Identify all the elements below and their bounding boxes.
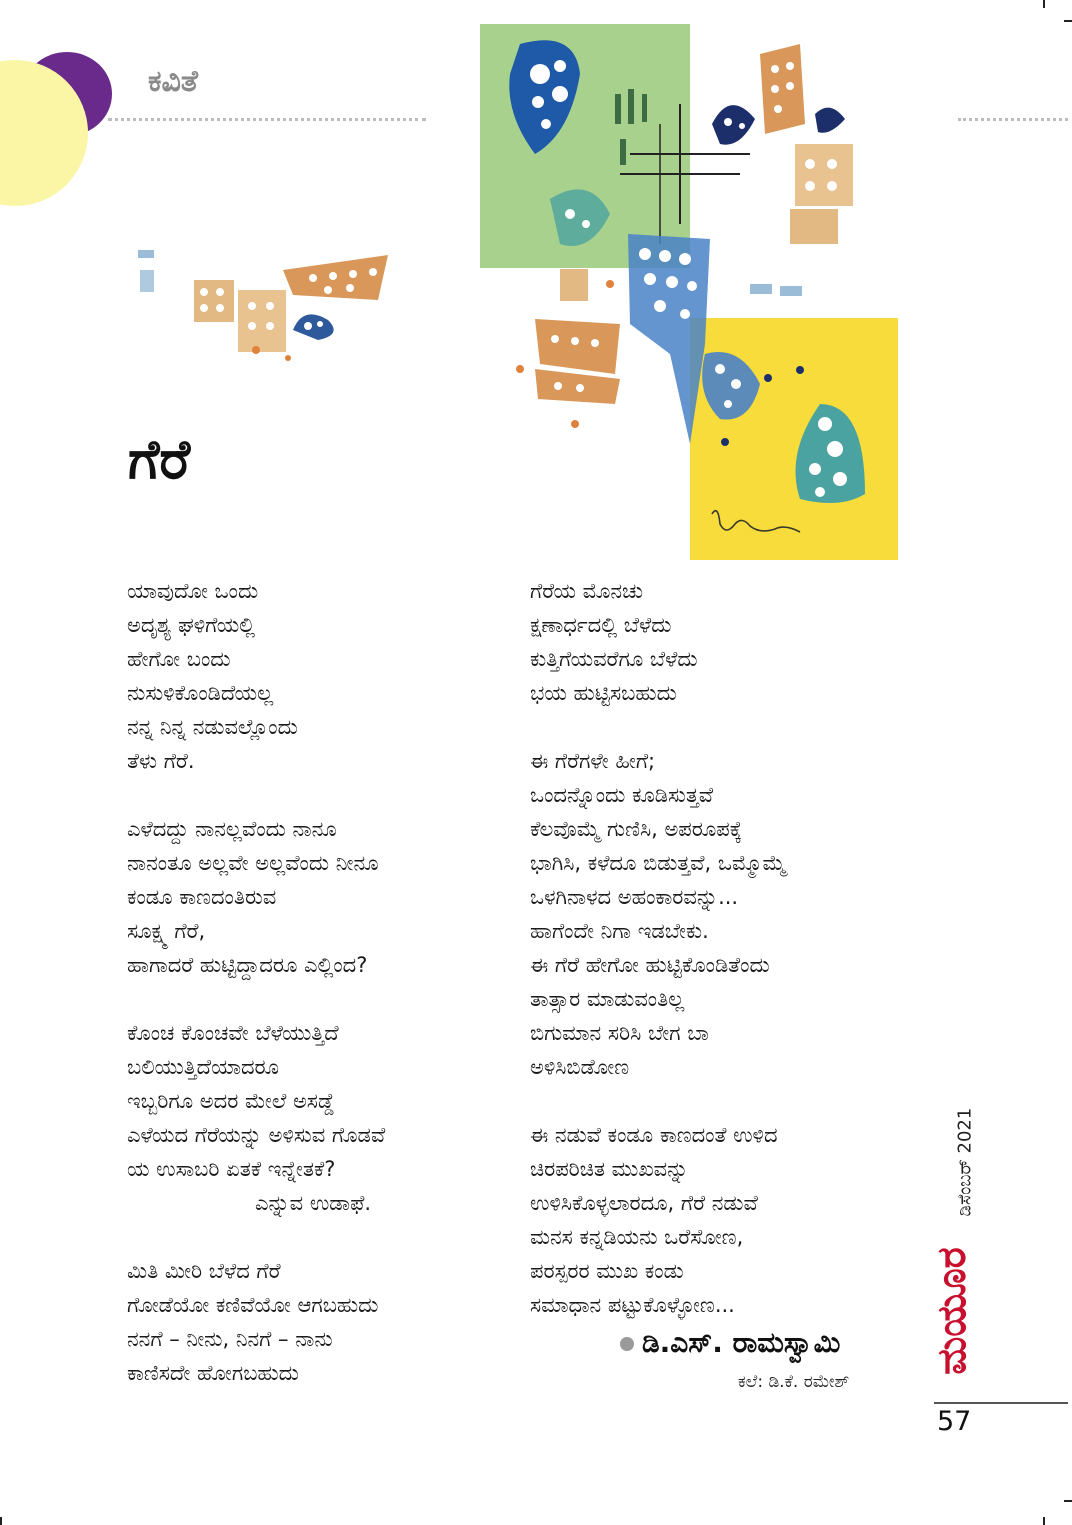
poem-line: ಒಂದನ್ನೊಂದು ಕೂಡಿಸುತ್ತವೆ [530, 783, 714, 807]
footer-rule [934, 1402, 1068, 1404]
poem-line: ಹಾಗಾದರೆ ಹುಟ್ಟಿದ್ದಾದರೂ ಎಲ್ಲಿಂದ? [127, 953, 368, 977]
poem-line: ಇಬ್ಬರಿಗೂ ಅದರ ಮೇಲೆ ಅಸಡ್ಡೆ [127, 1089, 335, 1113]
crop-mark [0, 1517, 2, 1525]
poem-line: ಹೇಗೋ ಬಂದು [127, 647, 231, 671]
poem-line: ಯ ಉಸಾಬರಿ ಏತಕೆ ಇನ್ನೇತಕೆ? [127, 1157, 336, 1181]
poem-line: ಮನಸ ಕನ್ನಡಿಯನು ಒರೆಸೋಣ, [530, 1225, 744, 1249]
poem-line: ಉಳಿಸಿಕೊಳ್ಳಲಾರದೂ, ಗೆರೆ ನಡುವೆ [530, 1191, 758, 1215]
stanza [127, 1254, 507, 1390]
poem-line: ಎನ್ನುವ ಉಡಾಫೆ. [255, 1191, 372, 1215]
poem-line: ಎಳೆಯದ ಗೆರೆಯನ್ನು ಅಳಿಸುವ ಗೊಡವೆ [127, 1123, 386, 1147]
poem-line: ಹಾಗೆಂದೇ ನಿಗಾ ಇಡಬೇಕು. [530, 919, 709, 943]
magazine-date-text: ಡಿಸೆಂಬರ್ 2021 [954, 1107, 976, 1217]
stanza [530, 574, 910, 710]
stanza [127, 1016, 507, 1220]
stanza [127, 574, 507, 778]
poem-line: ನಾನಂತೂ ಅಲ್ಲವೇ ಅಲ್ಲವೆಂದು ನೀನೂ [127, 851, 379, 875]
poem-line: ನುಸುಳಿಕೊಂಡಿದೆಯಲ್ಲ [127, 681, 274, 705]
poem-line: ಈ ನಡುವೆ ಕಂಡೂ ಕಾಣದಂತೆ ಉಳಿದ [530, 1123, 778, 1147]
dotted-divider [108, 118, 426, 121]
poem-line: ನನ್ನ ನಿನ್ನ ನಡುವಲ್ಲೊಂದು [127, 715, 298, 739]
poem-line: ಭಾಗಿಸಿ, ಕಳೆದೂ ಬಿಡುತ್ತವೆ, ಒಮ್ಮೊಮ್ಮೆ [530, 851, 787, 875]
stanza [127, 812, 507, 982]
poem-line: ತಾತ್ಸಾರ ಮಾಡುವಂತಿಲ್ಲ [530, 987, 685, 1011]
poem-line: ಕೊಂಚ ಕೊಂಚವೇ ಬೆಳೆಯುತ್ತಿದೆ [127, 1021, 339, 1045]
author-byline [620, 1326, 840, 1360]
poem-line: ಪರಸ್ಪರರ ಮುಖ ಕಂಡು [530, 1259, 684, 1283]
crop-mark [1043, 0, 1045, 8]
poem-line: ಮಿತಿ ಮೀರಿ ಬೆಳೆದ ಗೆರೆ [127, 1259, 281, 1283]
poem-line: ಚಿರಪರಿಚಿತ ಮುಖವನ್ನು [530, 1157, 689, 1181]
poem-line: ಕ್ಷಣಾರ್ಧದಲ್ಲಿ ಬೆಳೆದು [530, 613, 672, 637]
section-label: ಕವಿತೆ [148, 64, 198, 99]
poem-line: ಭಯ ಹುಟ್ಟಿಸಬಹುದು [530, 681, 677, 705]
stanza [530, 744, 910, 1084]
poem-line: ಬಲಿಯುತ್ತಿದೆಯಾದರೂ [127, 1055, 280, 1079]
poem-line: ಕುತ್ತಿಗೆಯವರೆಗೂ ಬೆಳೆದು [530, 647, 698, 671]
poem-line: ಗೆರೆಯ ಮೊನಚು [530, 579, 644, 603]
page-number: 57 [937, 1406, 972, 1437]
bullet-icon [620, 1337, 634, 1351]
poem-line: ಸಮಾಧಾನ ಪಟ್ಟುಕೊಳ್ಳೋಣ... [530, 1293, 735, 1317]
poem-line: ನನಗೆ – ನೀನು, ನಿನಗೆ – ನಾನು [127, 1327, 333, 1351]
dotted-divider [958, 118, 1068, 121]
poem-line: ಈ ಗೆರೆ ಹೇಗೋ ಹುಟ್ಟಿಕೊಂಡಿತೆಂದು [530, 953, 770, 977]
stanza [530, 1118, 910, 1322]
poem-line: ಕಂಡೂ ಕಾಣದಂತಿರುವ [127, 885, 277, 909]
magazine-masthead [928, 1246, 976, 1376]
author-name: ಡಿ.ಎಸ್. ರಾಮಸ್ವಾಮಿ [642, 1326, 841, 1359]
poem-line: ಅದೃಶ್ಯ ಘಳಿಗೆಯಲ್ಲಿ [127, 613, 256, 637]
poem-line: ಕಾಣಿಸದೇ ಹೋಗಬಹುದು [127, 1361, 299, 1385]
poem-title: ಗೆರೆ [128, 428, 191, 491]
poem-line: ಬಿಗುಮಾನ ಸರಿಸಿ ಬೇಗ ಬಾ [530, 1021, 709, 1045]
poem-line: ಗೋಡೆಯೋ ಕಣಿವೆಯೋ ಆಗಬಹುದು [127, 1293, 379, 1317]
poem-line: ತೆಳು ಗೆರೆ. [127, 749, 195, 773]
crop-mark [1043, 1517, 1045, 1525]
poem-column-right [530, 574, 910, 1356]
poem-line: ಈ ಗೆರೆಗಳೇ ಹೀಗೆ; [530, 749, 656, 773]
poem-line: ಕೆಲವೊಮ್ಮೆ ಗುಣಿಸಿ, ಅಪರೂಪಕ್ಕೆ [530, 817, 743, 841]
poem-line: ಸೂಕ್ಷ್ಮ ಗೆರೆ, [127, 919, 206, 943]
poem-line: ಎಳೆದದ್ದು ನಾನಲ್ಲವೆಂದು ನಾನೂ [127, 817, 337, 841]
crop-mark [1064, 1500, 1072, 1502]
main-illustration [480, 24, 900, 564]
poem-line: ಅಳಿಸಿಬಿಡೋಣ [530, 1055, 630, 1079]
crop-mark [1064, 20, 1072, 22]
poem-line: ಯಾವುದೋ ಒಂದು [127, 579, 259, 603]
magazine-date [952, 1100, 978, 1224]
magazine-name-text: ಮಯೂರ [929, 1247, 975, 1375]
small-illustration [128, 240, 398, 370]
poem-line: ಒಳಗಿನಾಳದ ಅಹಂಕಾರವನ್ನು... [530, 885, 739, 909]
art-credit: ಕಲೆ: ಡಿ.ಕೆ. ರಮೇಶ್ [738, 1372, 850, 1392]
poem-column-left [127, 574, 507, 1424]
